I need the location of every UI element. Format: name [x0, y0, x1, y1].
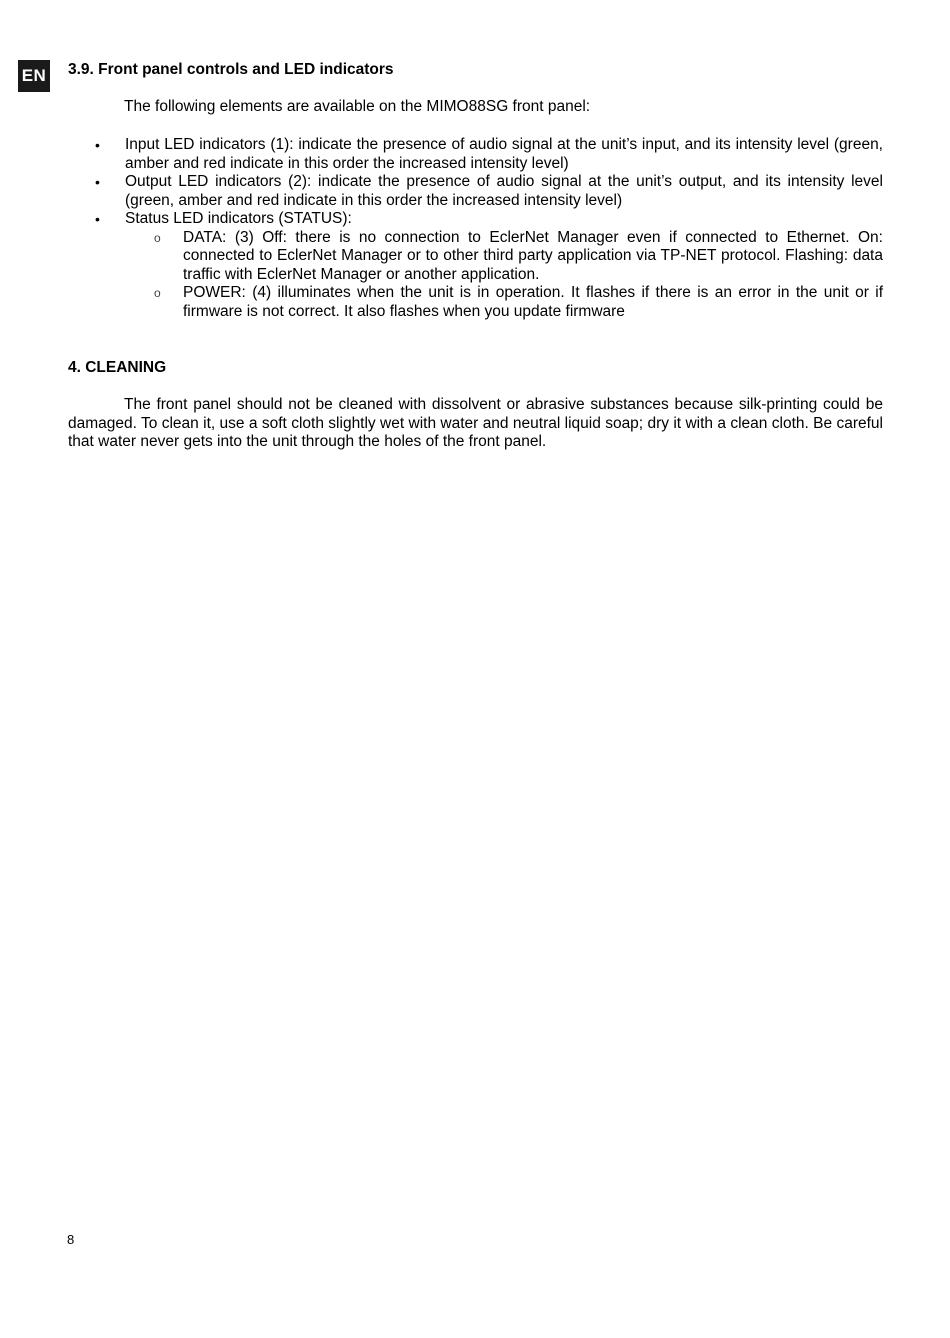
intro-paragraph: The following elements are available on the MIMO88SG front panel: [124, 98, 591, 115]
cleaning-paragraph: The front panel should not be cleaned with dissolvent or abrasive substances because silk-printing could be damaged. To clean it, use a soft cloth slightly wet with water and neutral liquid soap; dry it with a clean cloth. Be careful that water never gets into the unit through the holes of the front panel. [68, 396, 883, 450]
list-item-text: Output LED indicators (2): indicate the presence of audio signal at the unit’s output, and its intensity level (green, amber and red indicate in this order the increased intensity level) [125, 173, 883, 209]
page-number: 8 [67, 1232, 75, 1247]
bullet-icon: • [95, 174, 100, 190]
led-indicator-list [68, 136, 883, 321]
sublist-item-data [125, 229, 883, 285]
list-item-text: Status LED indicators (STATUS): [125, 210, 352, 227]
list-item-input-led [68, 136, 883, 173]
list-item-status-led [68, 210, 883, 321]
list-item-output-led [68, 173, 883, 210]
bullet-icon: • [95, 137, 100, 153]
status-sublist [125, 229, 883, 322]
circle-bullet-icon: o [154, 286, 161, 300]
bullet-icon: • [95, 211, 100, 227]
sublist-item-text: POWER: (4) illuminates when the unit is in operation. It flashes if there is an error in the unit or if firmware is not correct. It also flashes when you update firmware [183, 284, 883, 320]
section-heading-cleaning: 4. CLEANING [68, 359, 167, 376]
list-item-text: Input LED indicators (1): indicate the presence of audio signal at the unit’s input, and its intensity level (green, amber and red indicate in this order the increased intensity level) [125, 136, 883, 172]
section-heading-front-panel: 3.9. Front panel controls and LED indicators [68, 61, 394, 78]
sublist-item-power [125, 284, 883, 321]
circle-bullet-icon: o [154, 230, 161, 245]
sublist-item-text: DATA: (3) Off: there is no connection to EclerNet Manager even if connected to Ethernet. On: connected to EclerNet Manager or to other third party application via TP-NET protocol. Flashing: data traffic with EclerNet Manager or another application. [183, 228, 883, 283]
language-tab: EN [18, 60, 50, 92]
